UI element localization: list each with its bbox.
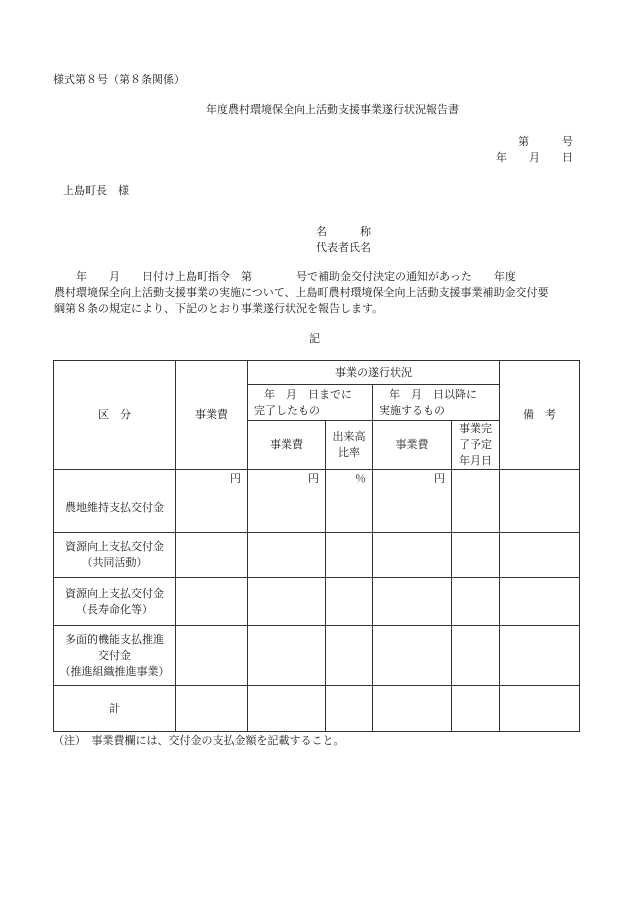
row-label [54, 686, 176, 732]
header-sub-cost: 事業費 [248, 421, 326, 470]
body-line-2: 農村環境保全向上活動支援事業の実施について、上島町農村環境保全向上活動支援事業補助金交付要 [54, 286, 549, 299]
unit-yen: 円 [434, 472, 445, 485]
row-label-line: 資源向上支払交付金 [65, 586, 164, 600]
row-label-line: 資源向上支払交付金 [65, 540, 164, 553]
status-table [53, 360, 580, 732]
unit-percent: ％ [355, 472, 366, 485]
date-cell [452, 626, 500, 686]
header-sub-rate [326, 421, 373, 470]
footnote: （注） 事業費欄には、交付金の支払金額を記載すること。 [53, 734, 345, 747]
ki-label: 記 [309, 332, 320, 345]
header-completed-line-2: 完了したもの [254, 403, 320, 417]
body-line-3: 綱第８条の規定により、下記のとおり事業遂行状況を報告します。 [54, 302, 384, 315]
completed-cost-cell [248, 578, 326, 626]
row-label [54, 626, 176, 686]
applicant-name-label: 名 称 [316, 225, 371, 238]
remarks-cell [500, 626, 580, 686]
table-row [54, 578, 580, 626]
rate-cell [326, 626, 373, 686]
header-remarks: 備 考 [500, 361, 580, 470]
unit-yen: 円 [308, 472, 319, 485]
rate-cell [326, 470, 373, 533]
row-label-line: 交付金 [98, 648, 131, 662]
row-label-line: 計 [109, 701, 120, 715]
completed-cost-cell [248, 470, 326, 533]
number-line: 第 号 [518, 135, 573, 148]
row-label-line: 農地維持支払交付金 [65, 501, 164, 514]
future-cost-cell [373, 686, 452, 732]
date-cell [452, 470, 500, 533]
row-label [54, 470, 176, 533]
addressee: 上島町長 様 [63, 184, 129, 197]
header-completed-group [248, 385, 373, 421]
completed-cost-cell [248, 626, 326, 686]
remarks-cell [500, 533, 580, 578]
future-cost-cell [373, 533, 452, 578]
date-cell [452, 533, 500, 578]
row-label-line: 多面的機能支払推進 [65, 632, 164, 646]
date-cell [452, 686, 500, 732]
date-line: 年 月 日 [496, 151, 573, 164]
future-cost-cell [373, 470, 452, 533]
row-label-line: （共同活動） [81, 556, 148, 569]
header-category: 区 分 [54, 361, 176, 470]
header-sub-date-line-2: 了予定 [459, 438, 492, 451]
body-line-1: 年 月 日付け上島町指令 第 号で補助金交付決定の通知があった 年度 [54, 270, 516, 283]
header-sub-cost2: 事業費 [373, 421, 452, 470]
rate-cell [326, 533, 373, 578]
row-label-line: （長寿命化等） [76, 602, 153, 616]
cost-cell [176, 578, 248, 626]
unit-yen: 円 [230, 472, 241, 485]
header-sub-rate-line-2: 比率 [338, 446, 360, 459]
header-sub-date [452, 421, 500, 470]
table-row-total [54, 686, 580, 732]
header-cost: 事業費 [176, 361, 248, 470]
cost-cell [176, 626, 248, 686]
table-row [54, 533, 580, 578]
document-title: 年度農村環境保全向上活動支援事業遂行状況報告書 [206, 103, 459, 116]
cost-cell [176, 470, 248, 533]
completed-cost-cell [248, 533, 326, 578]
header-status: 事業の遂行状況 [248, 361, 500, 385]
form-number: 様式第８号（第８条関係） [53, 73, 185, 86]
cost-cell [176, 686, 248, 732]
header-sub-date-line-3: 年月日 [459, 454, 492, 467]
applicant-rep-label: 代表者氏名 [316, 241, 371, 254]
row-label [54, 533, 176, 578]
completed-cost-cell [248, 686, 326, 732]
header-future-line-2: 実施するもの [379, 403, 445, 417]
header-future-group [373, 385, 500, 421]
remarks-cell [500, 470, 580, 533]
header-sub-date-line-1: 事業完 [459, 422, 492, 435]
table-row [54, 626, 580, 686]
rate-cell [326, 578, 373, 626]
header-completed-line-1: 年 月 日までに [264, 387, 352, 401]
header-future-line-1: 年 月 日以降に [389, 387, 477, 401]
remarks-cell [500, 686, 580, 732]
rate-cell [326, 686, 373, 732]
future-cost-cell [373, 626, 452, 686]
header-sub-rate-line-1: 出来高 [332, 430, 366, 443]
row-label-line: （推進組織推進事業） [59, 664, 170, 678]
remarks-cell [500, 578, 580, 626]
cost-cell [176, 533, 248, 578]
future-cost-cell [373, 578, 452, 626]
row-label [54, 578, 176, 626]
table-row [54, 470, 580, 533]
date-cell [452, 578, 500, 626]
